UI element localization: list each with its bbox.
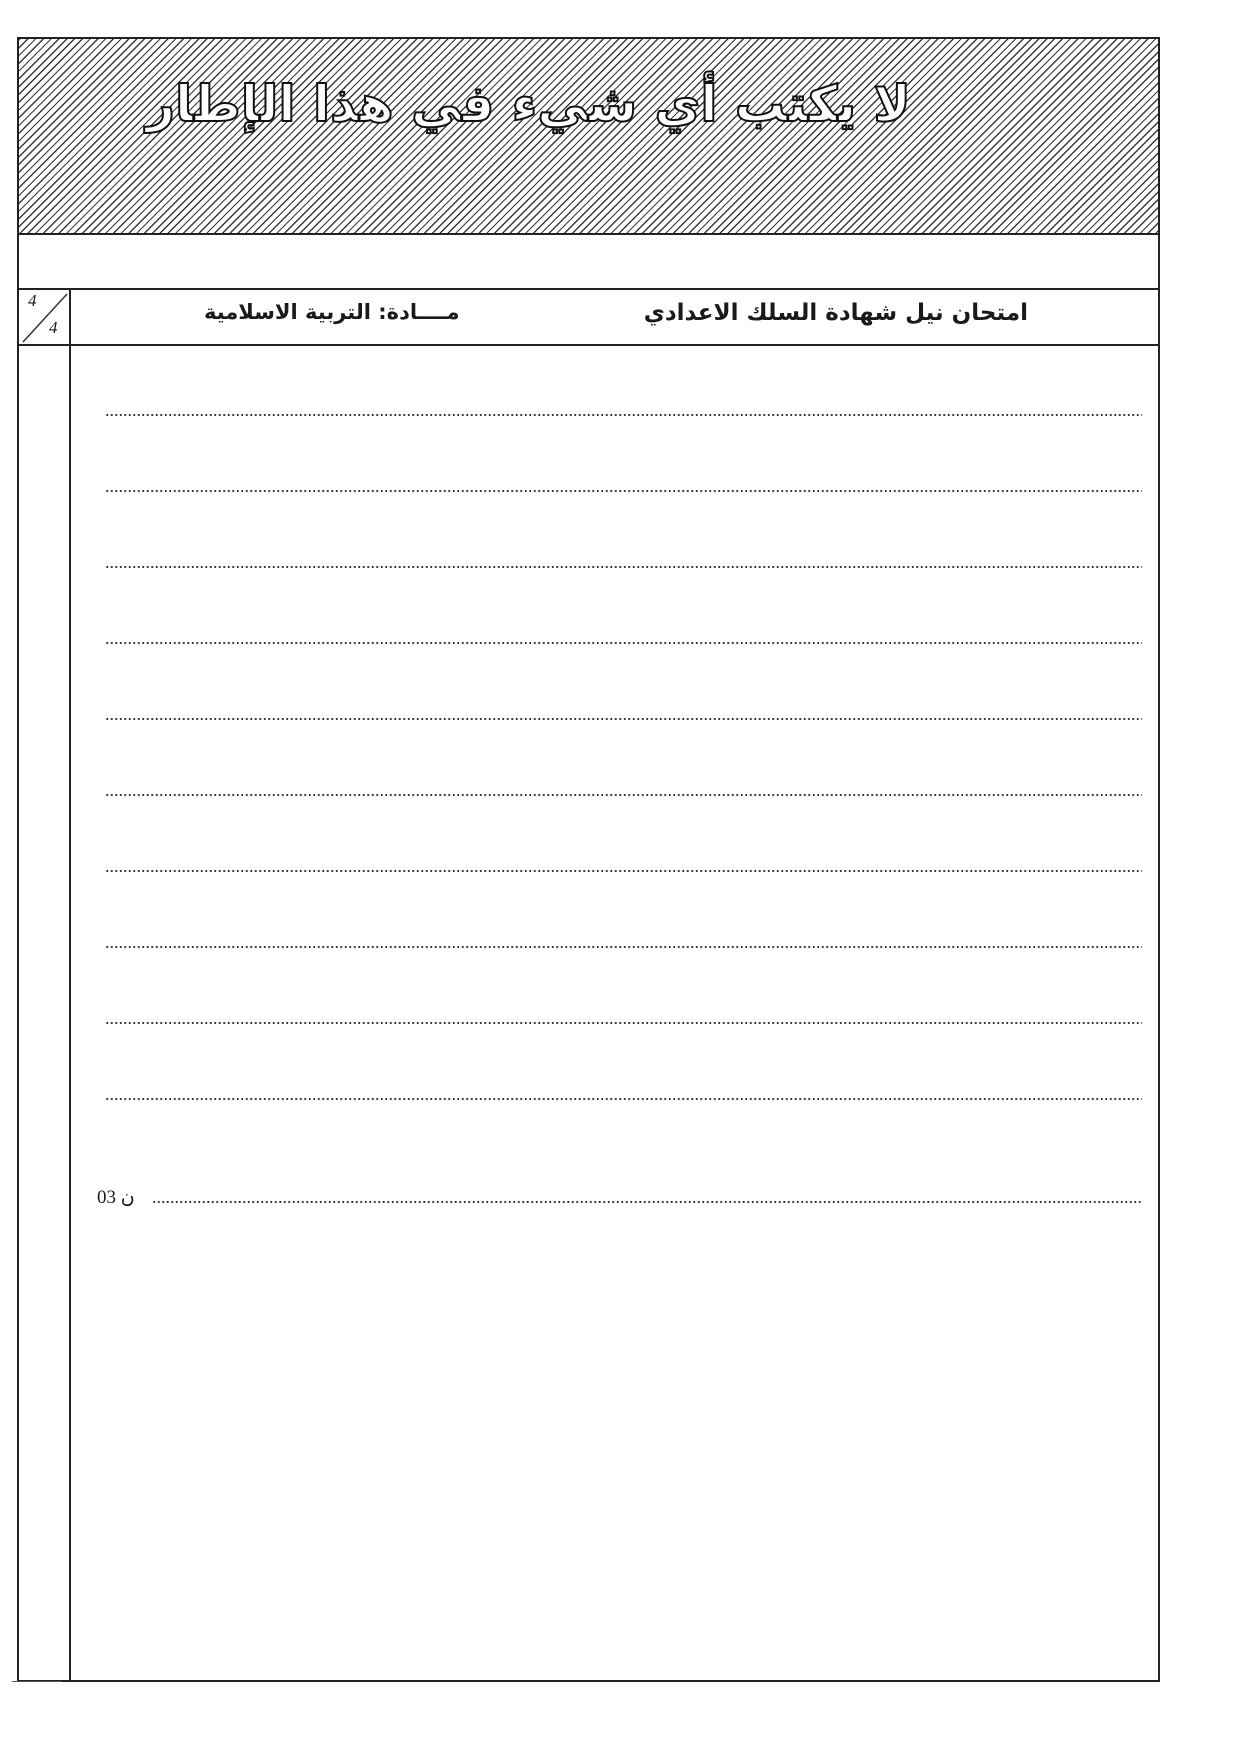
do-not-write-title: لا يكتب أي شيء في هذا الإطار: [146, 75, 911, 133]
page-current: 4: [28, 291, 37, 310]
answer-line[interactable]: [105, 1098, 1142, 1100]
bottom-margin-rule: [12, 1681, 62, 1682]
score-answer-line[interactable]: [97, 1186, 1142, 1210]
answer-line[interactable]: [105, 946, 1142, 948]
exam-title: امتحان نيل شهادة السلك الاعدادي: [643, 300, 1028, 326]
page-total: 4: [49, 318, 58, 337]
answer-line[interactable]: [105, 870, 1142, 872]
do-not-write-box: [19, 39, 1158, 235]
exam-sheet-frame: [17, 37, 1160, 1682]
margin-column: [19, 346, 71, 1680]
score-points: 03 ن: [97, 1187, 135, 1208]
page-divider-slash: [19, 290, 71, 346]
answer-line[interactable]: [105, 718, 1142, 720]
answer-line[interactable]: [105, 490, 1142, 492]
score-dotted-line: [152, 1201, 1142, 1203]
exam-header: [19, 288, 1158, 346]
answer-line[interactable]: [105, 1022, 1142, 1024]
answer-line[interactable]: [105, 794, 1142, 796]
subject-label: مــــادة: التربية الاسلامية: [204, 300, 460, 324]
answer-line[interactable]: [105, 414, 1142, 416]
page-indicator: [19, 290, 71, 344]
answer-line[interactable]: [105, 642, 1142, 644]
answer-line[interactable]: [105, 566, 1142, 568]
